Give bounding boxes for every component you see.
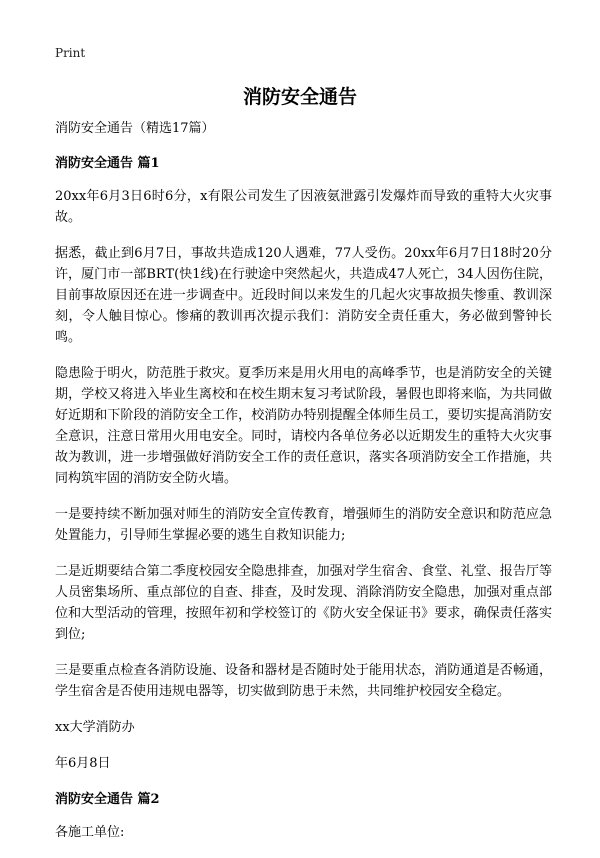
section-2-greeting: 各施工单位: <box>55 825 125 840</box>
section-1-signature: xx大学消防办 <box>55 720 135 735</box>
section-1-paragraph-3: 隐患险于明火，防范胜于救灾。夏季历来是用火用电的高峰季节，也是消防安全的关键期，学校又将进入毕业生离校和在校生期末复习考试阶段，暑假也即将来临，为共同做好近期和下阶段的消防安全工作，校消防办特别提醒全体师生员工，要切实提高消防安全意识，注意日常用火用电安全。同时，请校内各单位务必以近期发生的重特大火灾事故为教训，进一步增强做好消防安全工作的责任意识，落实各项消防安全工作措施，共同构筑牢固的消防安全防火墙。 <box>55 366 552 486</box>
section-1-paragraph-5: 二是近期要结合第二季度校园安全隐患排查，加强对学生宿舍、食堂、礼堂、报告厅等人员密集场所、重点部位的自查、排查，及时发现、消除消防安全隐患，加强对重点部位和大型活动的管理，按照年初和学校签订的《防火安全保证书》要求，确保责任落实到位; <box>55 564 552 642</box>
print-link[interactable]: Print <box>55 46 86 60</box>
section-1-paragraph-2: 据悉，截止到6月7日，事故共造成120人遇难，77人受伤。20xx年6月7日18时20分许，厦门市一部BRT(快1线)在行驶途中突然起火，共造成47人死亡，34人因伤住院，目前事故原因还在进一步调查中。近段时间以来发生的几起火灾事故损失惨重、教训深刻，令人触目惊心。惨痛的教训再次提示我们：消防安全责任重大，务必做到警钟长鸣。 <box>55 246 552 345</box>
document-title: 消防安全通告 <box>242 86 357 108</box>
document-subtitle: 消防安全通告（精选17篇） <box>55 121 215 136</box>
section-2-heading: 消防安全通告 篇2 <box>55 792 160 807</box>
section-1-heading: 消防安全通告 篇1 <box>55 156 160 171</box>
section-1-paragraph-6: 三是要重点检查各消防设施、设备和器材是否随时处于能用状态，消防通道是否畅通，学生宿舍是否使用违规电器等，切实做到防患于未然，共同维护校园安全稳定。 <box>55 663 552 699</box>
document-body <box>55 118 552 858</box>
section-1-paragraph-1: 20xx年6月3日6时6分，x有限公司发生了因液氨泄露引发爆炸而导致的重特大火灾事故。 <box>55 189 552 225</box>
section-1-date: 年6月8日 <box>55 756 111 771</box>
section-1-paragraph-4: 一是要持续不断加强对师生的消防安全宣传教育，增强师生的消防安全意识和防范应急处置能力，引导师生掌握必要的逃生自救知识能力; <box>55 507 552 543</box>
